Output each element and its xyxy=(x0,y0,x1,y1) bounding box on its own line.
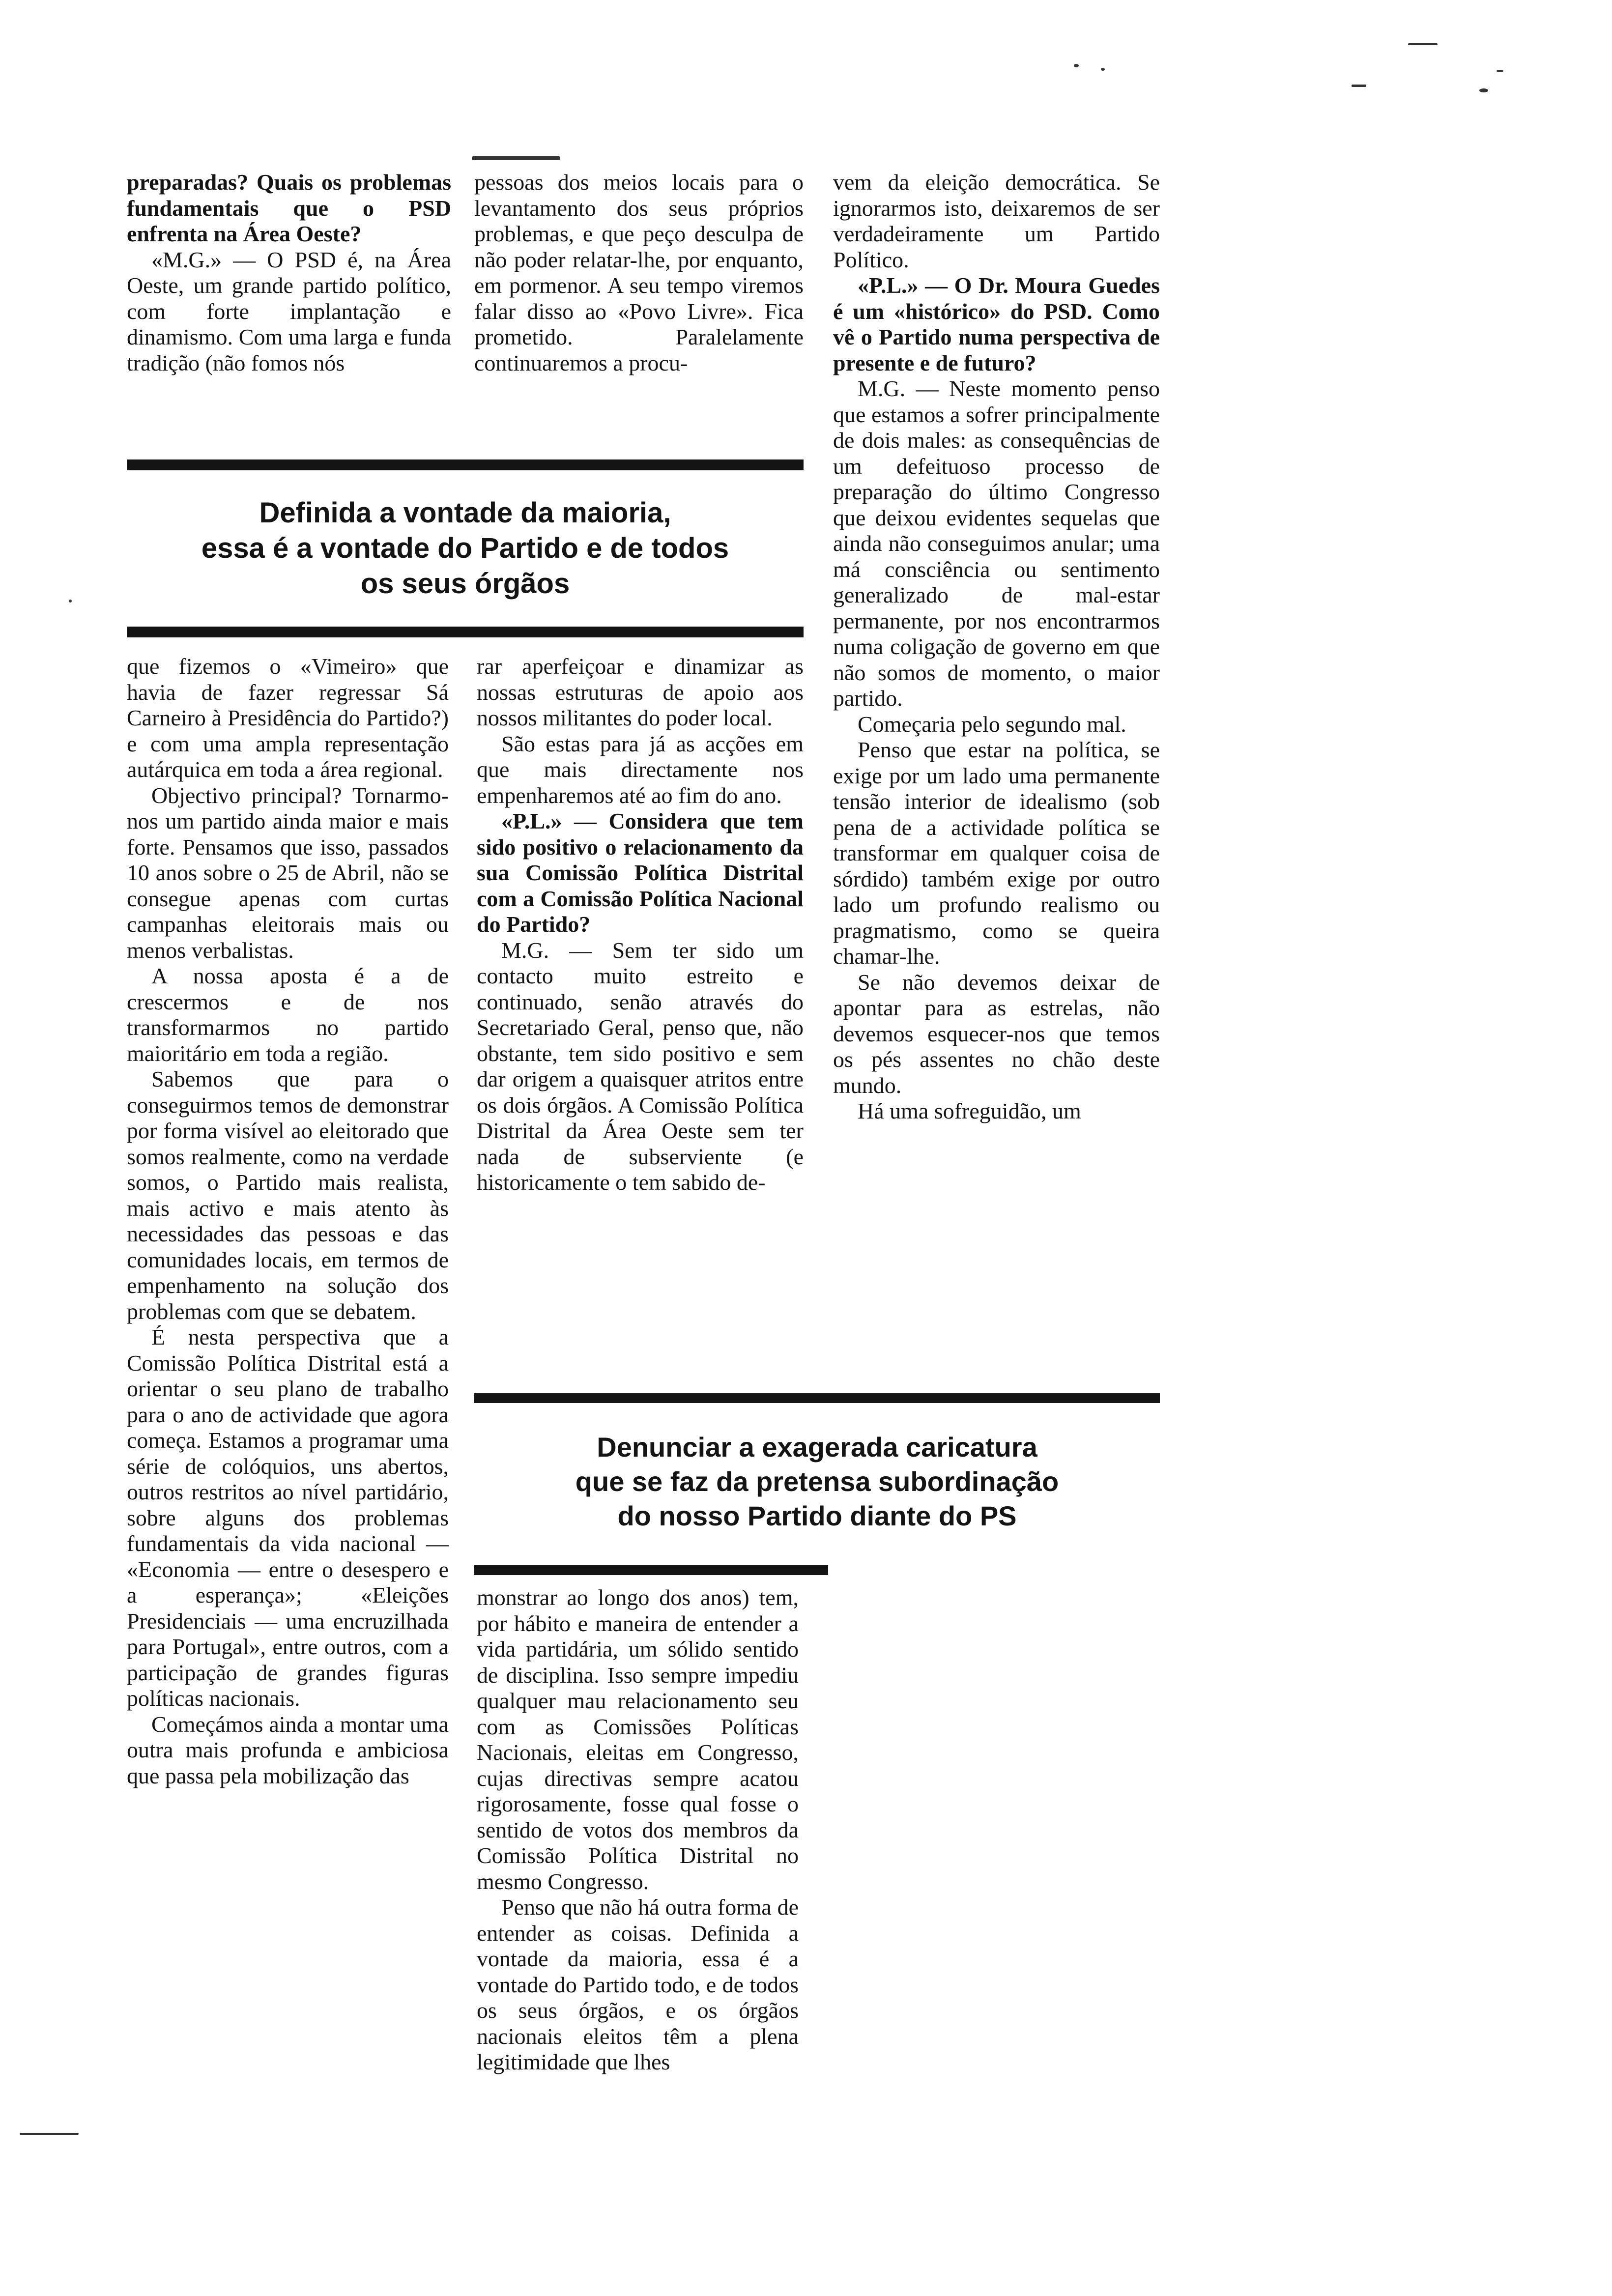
paragraph-our-bet: A nossa aposta é a de crescermos e de nos transformarmos no partido maioritário em toda a região. xyxy=(127,963,449,1066)
headline-2-top-rule xyxy=(474,1393,1160,1403)
scan-speck xyxy=(1101,68,1105,71)
top-column-2 xyxy=(474,170,804,376)
headline-1-line-1: Definida a vontade da maioria, xyxy=(259,497,671,529)
answer-relationship: M.G. — Sem ter sido um contacto muito estreito e continuado, senão através do Secretariado Geral, penso que, não obstante, tem sido positivo e sem dar origem a quaisquer atritos entre os dois órgãos. A Comissão Política Distrital da Área Oeste sem ter nada de subserviente (e historicamente o tem sabido de- xyxy=(477,937,804,1195)
scan-speck xyxy=(1352,85,1366,87)
paragraph-mobilization: Começámos ainda a montar uma outra mais profunda e ambiciosa que passa pela mobilização das xyxy=(127,1711,449,1788)
answer-psd-area-oeste: «M.G.» — O PSD é, na Área Oeste, um grande partido político, com forte implantação e dinamismo. Com uma larga e funda tradição (não fomos nós xyxy=(127,247,451,375)
scan-speck xyxy=(1408,43,1438,45)
scan-speck xyxy=(69,600,72,603)
answer-two-evils: M.G. — Neste momento penso que estamos a sofrer principalmente de dois males: as consequências de um defeituoso processo de preparação do último Congresso que deixou evidentes sequelas que ainda não conseguimos anular; uma má consciência ou sentimento generalizado de mal-estar permanente, por nos encontrarmos numa coligação de governo em que não somos de momento, o maior partido. xyxy=(833,376,1160,711)
top-column-1 xyxy=(127,170,451,376)
headline-1-top-rule xyxy=(127,459,804,470)
headline-1-bottom-rule xyxy=(127,627,804,637)
paragraph-stars: Se não devemos deixar de apontar para as estrelas, não devemos esquecer-nos que temos os pés assentes no chão deste mundo. xyxy=(833,969,1160,1098)
paragraph-actions: São estas para já as acções em que mais directamente nos empenharemos até ao fim do ano. xyxy=(477,731,804,808)
paragraph-idealism-realism: Penso que estar na política, se exige por um lado uma permanente tensão interior de idealismo (sob pena de a actividade política se transformar em qualquer coisa de sórdido) também exige por outro lado um profundo realismo ou pragmatismo, como se queira chamar-lhe. xyxy=(833,737,1160,969)
paragraph-vimeiro: que fizemos o «Vimeiro» que havia de fazer regressar Sá Carneiro à Presidência do Partido?) e com uma ampla representação autárquica em toda a área regional. xyxy=(127,654,449,782)
scan-speck xyxy=(20,2133,79,2135)
paragraph-democratic-election: vem da eleição democrática. Se ignorarmos isto, deixaremos de ser verdadeiramente um Partido Político. xyxy=(833,170,1160,272)
middle-column-1 xyxy=(127,654,449,1789)
headline-2-line-3: do nosso Partido diante do PS xyxy=(617,1500,1017,1531)
paragraph-demonstrate: Sabemos que para o conseguirmos temos de demonstrar por forma visível ao eleitorado que somos realmente, como na verdade somos, o Partido mais realista, mais activo e mais atento às necessidades das pessoas e das comunidades locais, em termos de empenhamento na solução dos problemas com que se debatem. xyxy=(127,1066,449,1324)
paragraph-local-problems: pessoas dos meios locais para o levantamento dos seus próprios problemas, e que peço desculpa de não poder relatar-lhe, por enquanto, em pormenor. A seu tempo viremos falar disso ao «Povo Livre». Fica prometido. Paralelamente continuaremos a procu- xyxy=(474,170,804,375)
headline-1 xyxy=(127,495,804,602)
headline-2 xyxy=(474,1430,1160,1533)
paragraph-second-evil: Começaria pelo segundo mal. xyxy=(858,711,1126,737)
paragraph-will-of-majority: Penso que não há outra forma de entender as coisas. Definida a vontade da maioria, essa é a vontade do Partido todo, e de todos os seus órgãos, e os órgãos nacionais eleitos têm a plena legitimidade que lhes xyxy=(477,1894,799,2074)
scan-speck xyxy=(1479,88,1488,92)
paragraph-structures: rar aperfeiçoar e dinamizar as nossas estruturas de apoio aos nossos militantes do poder local. xyxy=(477,654,804,730)
paragraph-main-objective: Objectivo principal? Tornarmo-nos um partido ainda maior e mais forte. Pensamos que isso, passados 10 anos sobre o 25 de Abril, não se consegue apenas com curtas campanhas eleitorais mais ou menos verbalistas. xyxy=(127,782,449,963)
headline-2-bottom-rule xyxy=(474,1565,828,1575)
question-problems: preparadas? Quais os problemas fundamentais que o PSD enfrenta na Área Oeste? xyxy=(127,170,451,246)
scan-speck xyxy=(1497,70,1503,72)
headline-1-line-3: os seus órgãos xyxy=(360,568,570,600)
middle-column-2 xyxy=(477,654,804,1196)
question-historico: «P.L.» — O Dr. Moura Guedes é um «histórico» do PSD. Como vê o Partido numa perspectiva de presente e de futuro? xyxy=(833,273,1160,375)
scan-speck xyxy=(1074,64,1079,67)
headline-2-line-2: que se faz da pretensa subordinação xyxy=(575,1466,1059,1497)
headline-1-line-2: essa é a vontade do Partido e de todos xyxy=(201,532,729,564)
paragraph-sofreguidao: Há uma sofreguidão, um xyxy=(858,1098,1081,1123)
question-relationship: «P.L.» — Considera que tem sido positivo o relacionamento da sua Comissão Política Distrital com a Comissão Política Nacional do Partido? xyxy=(477,808,804,937)
headline-2-line-1: Denunciar a exagerada caricatura xyxy=(597,1432,1037,1463)
paragraph-work-plan: É nesta perspectiva que a Comissão Política Distrital está a orientar o seu plano de trabalho para o ano de actividade que agora começa. Estamos a programar uma série de colóquios, uns abertos, outros restritos ao nível partidário, sobre alguns dos problemas fundamentais da vida nacional — «Economia — entre o desespero e a esperança»; «Eleições Presidenciais — uma encruzilhada para Portugal», entre outros, com a participação de grandes figuras políticas nacionais. xyxy=(127,1324,449,1711)
paragraph-discipline: monstrar ao longo dos anos) tem, por hábito e maneira de entender a vida partidária, um sólido sentido de disciplina. Isso sempre impediu qualquer mau relacionamento seu com as Comissões Políticas Nacionais, eleitas em Congresso, cujas directivas sempre acatou rigorosamente, fosse qual fosse o sentido de votos dos membros da Comissão Política Distrital no mesmo Congresso. xyxy=(477,1585,799,1894)
right-column xyxy=(833,170,1160,1124)
bottom-column-2 xyxy=(477,1585,799,2075)
scan-speck xyxy=(472,156,560,160)
